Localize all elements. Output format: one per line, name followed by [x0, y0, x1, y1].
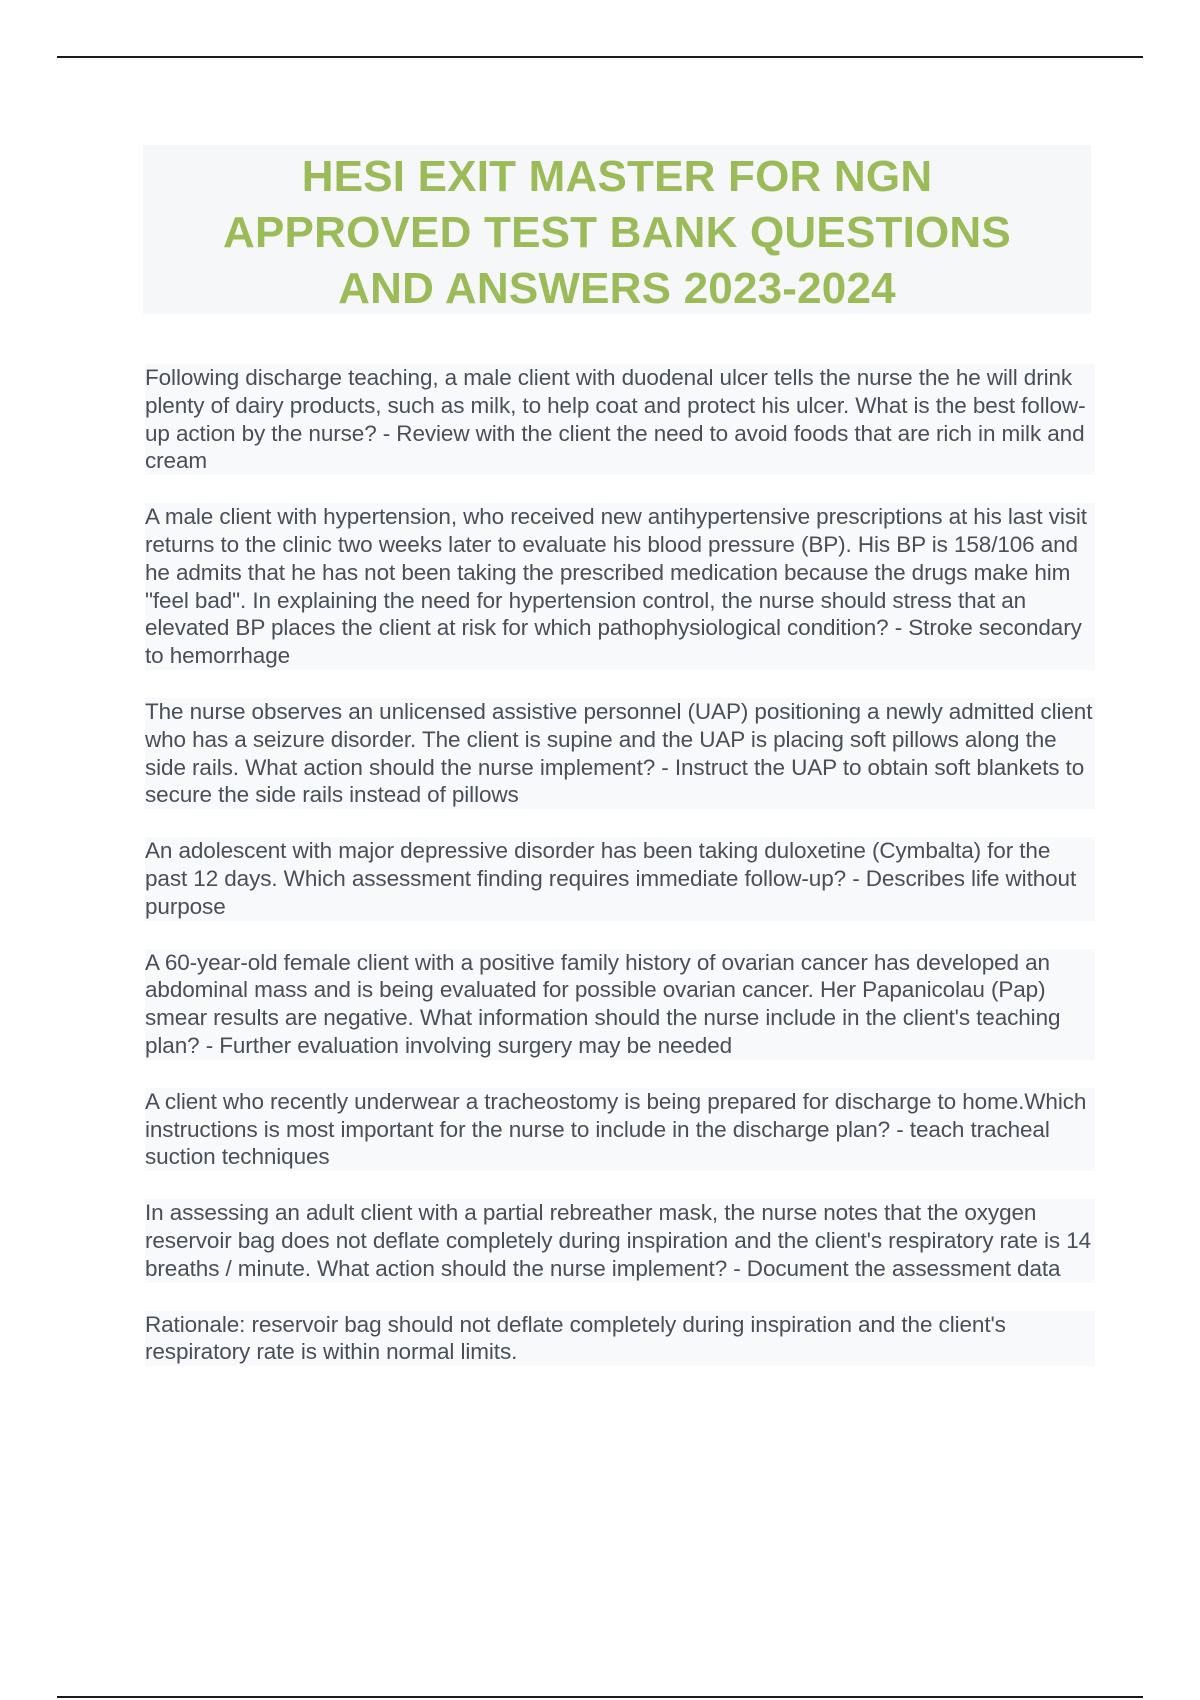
- top-rule: [57, 56, 1143, 58]
- title-line-3: AND ANSWERS 2023-2024: [338, 264, 896, 313]
- title-line-1: HESI EXIT MASTER FOR NGN: [301, 152, 933, 201]
- document-title: [143, 145, 1091, 314]
- bottom-rule: [57, 1696, 1143, 1698]
- question-list: [145, 364, 1095, 1394]
- qa-paragraph-rationale: Rationale: reservoir bag should not deflate completely during inspiration and the client's respiratory rate is within normal limits.: [145, 1311, 1095, 1367]
- qa-paragraph-duodenal-ulcer: Following discharge teaching, a male client with duodenal ulcer tells the nurse the he will drink plenty of dairy products, such as milk, to help coat and protect his ulcer. What is the best follow-up action by the nurse? - Review with the client the need to avoid foods that are rich in milk and cream: [145, 364, 1095, 475]
- title-line-2: APPROVED TEST BANK QUESTIONS: [223, 208, 1011, 257]
- qa-paragraph-depression: An adolescent with major depressive disorder has been taking duloxetine (Cymbalta) for the past 12 days. Which assessment finding requires immediate follow-up? - Describes life without purpose: [145, 837, 1095, 920]
- qa-paragraph-seizure-uap: The nurse observes an unlicensed assistive personnel (UAP) positioning a newly admitted client who has a seizure disorder. The client is supine and the UAP is placing soft pillows along the side rails. What action should the nurse implement? - Instruct the UAP to obtain soft blankets to secure the side rails instead of pillows: [145, 698, 1095, 809]
- qa-paragraph-tracheostomy: A client who recently underwear a tracheostomy is being prepared for discharge to home.Which instructions is most important for the nurse to include in the discharge plan? - teach tracheal suction techniques: [145, 1088, 1095, 1171]
- qa-paragraph-rebreather-mask: In assessing an adult client with a partial rebreather mask, the nurse notes that the oxygen reservoir bag does not deflate completely during inspiration and the client's respiratory rate is 14 breaths / minute. What action should the nurse implement? - Document the assessment data: [145, 1199, 1095, 1282]
- qa-paragraph-hypertension: A male client with hypertension, who received new antihypertensive prescriptions at his last visit returns to the clinic two weeks later to evaluate his blood pressure (BP). His BP is 158/106 and he admits that he has not been taking the prescribed medication because the drugs make him "feel bad". In explaining the need for hypertension control, the nurse should stress that an elevated BP places the client at risk for which pathophysiological condition? - Stroke secondary to hemorrhage: [145, 503, 1095, 670]
- qa-paragraph-ovarian-cancer: A 60-year-old female client with a positive family history of ovarian cancer has developed an abdominal mass and is being evaluated for possible ovarian cancer. Her Papanicolau (Pap) smear results are negative. What information should the nurse include in the client's teaching plan? - Further evaluation involving surgery may be needed: [145, 949, 1095, 1060]
